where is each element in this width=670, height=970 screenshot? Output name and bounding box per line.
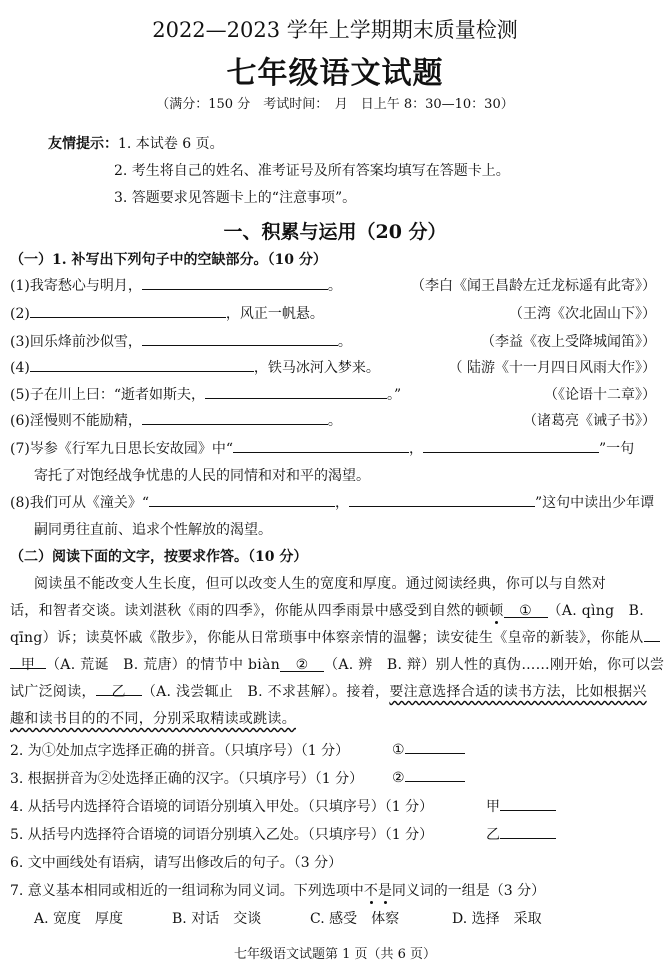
emphasized-char: 是 [377,883,392,899]
reading-paragraph-line [10,681,647,701]
fill-line-7 [10,438,634,458]
marker-text: 甲 [486,799,500,815]
option-c[interactable]: C. 感受 体察 [310,911,400,927]
line-suffix: 。 [327,413,342,429]
line-source: （李益《夜上受降城闻笛》） [481,334,656,350]
comma: ， [409,441,423,457]
line-prefix: (7)岑参《行军九日思长安故园》中“ [10,441,233,457]
answer-blank[interactable] [30,303,226,318]
line-prefix: (8)我们可从《潼关》“ [10,495,149,511]
underlined-sentence: 趣和读书目的的不同，分别采取精读或跳读。 [10,711,296,727]
text: qīng）诉；读莫怀戚《散步》，你能从日常琐事中体察亲情的温馨；读安徒生《皇帝的新装》，你能从 [10,630,644,646]
line-suffix: ，风正一帆悬。 [225,306,324,322]
answer-blank[interactable] [149,492,335,507]
dotted-char: 顿 [489,603,504,619]
line-prefix: (2) [10,306,30,322]
reading-paragraph-line: 阅读虽不能改变人生长度，但可以改变人生的宽度和厚度。通过阅读经典，你可以与自然对 [34,576,606,592]
line-source: （李白《闻王昌龄左迁龙标遥有此寄》） [411,278,656,294]
part2-heading: （二）阅读下面的文字，按要求作答。（10 分） [10,549,308,565]
fill-line-8-cont: 嗣同勇往直前、追求个性解放的渴望。 [34,522,272,538]
marker-text: 乙 [486,827,500,843]
answer-field-q4[interactable] [486,796,556,816]
line-suffix: ”这句中读出少年谭 [535,495,655,511]
answer-blank[interactable] [349,492,535,507]
comma: ， [335,495,349,511]
blank-marker [10,654,46,673]
line-source: （ 陆游《十一月四日风雨大作》） [448,360,656,376]
fill-line-2 [10,303,324,323]
line-suffix: 。” [387,387,402,403]
answer-blank[interactable] [405,740,465,754]
question-6: 6. 文中画线处有语病，请写出修改后的句子。（3 分） [10,855,343,871]
reading-paragraph-line [10,654,664,674]
marker-text: ② [392,770,405,786]
text: 7. 意义基本相同或相近的一组词称为同义词。下列选项中 [10,883,364,899]
reading-paragraph-line [10,627,660,647]
line-prefix: (1)我寄愁心与明月， [10,278,142,294]
fill-line-7-cont: 寄托了对饱经战争忧患的人民的同情和对和平的渴望。 [34,468,370,484]
answer-field-q5[interactable] [486,824,556,844]
fill-line-5 [10,384,401,404]
reading-paragraph-line [10,600,644,620]
line-suffix: 。 [337,334,352,350]
line-prefix: (5)子在川上曰：“逝者如斯夫， [10,387,205,403]
tip-item: 1. 本试卷 6 页。 [118,136,224,152]
fill-line-8 [10,492,654,512]
question-4: 4. 从括号内选择符合语境的词语分别填入甲处。（只填序号）（1 分） [10,799,434,815]
answer-blank[interactable] [405,768,465,782]
line-prefix: (3)回乐烽前沙似雪， [10,334,142,350]
blank-marker [280,657,324,672]
answer-blank[interactable] [423,438,599,453]
fill-line-4 [10,357,380,377]
underlined-sentence: 要注意选择合适的读书方法，比如根据兴 [389,684,647,700]
answer-blank[interactable] [142,331,338,346]
line-source: （诸葛亮《诫子书》） [523,413,656,429]
tip-item: 2. 考生将自己的姓名、准考证号及所有答案均填写在答题卡上。 [114,163,510,179]
section-title: 一、积累与运用（20 分） [223,221,447,243]
blank-marker [504,603,548,618]
line-source: （《论语十二章》） [544,387,656,403]
option-d[interactable]: D. 选择 采取 [452,911,542,927]
marker-text: 甲 [20,657,36,673]
exam-subject-title: 七年级语文试题 [226,56,444,91]
answer-blank[interactable] [233,438,409,453]
text: 试广泛阅读， [10,684,96,700]
question-2: 2. 为①处加点字选择正确的拼音。（只填序号）（1 分） [10,743,350,759]
text: （A. 荒诞 B. 荒唐）的情节中 biàn [46,657,281,673]
marker-text: ① [392,742,405,758]
text: 话，和智者交谈。读刘湛秋《雨的四季》，你能从四季雨景中感受到自然的顿 [10,603,490,619]
answer-blank[interactable] [30,357,254,372]
answer-field-q3[interactable] [392,768,465,786]
answer-blank[interactable] [500,825,556,839]
tip-item: 3. 答题要求见答题卡上的“注意事项”。 [114,190,357,206]
marker-text: 乙 [111,684,126,700]
fill-line-1 [10,275,342,295]
option-a[interactable]: A. 宽度 厚度 [34,911,124,927]
answer-blank[interactable] [500,797,556,811]
option-b[interactable]: B. 对话 交谈 [172,911,262,927]
answer-blank[interactable] [142,410,328,425]
text: 同义词的一组是（3 分） [391,883,546,899]
line-prefix: (4) [10,360,30,376]
question-3: 3. 根据拼音为②处选择正确的汉字。（只填序号）（1 分） [10,771,364,787]
reading-paragraph-line [10,708,296,728]
fill-line-6 [10,410,342,430]
fill-line-3 [10,331,352,351]
line-suffix: ，铁马冰河入梦来。 [253,360,380,376]
part1-heading: （一）1. 补写出下列句子中的空缺部分。（10 分） [10,252,327,268]
answer-blank[interactable] [142,275,328,290]
blank-marker [644,627,660,642]
exam-info: （满分：150 分 考试时间： 月 日上午 8：30—10：30） [156,97,514,112]
line-prefix: (6)淫慢则不能励精， [10,413,142,429]
emphasized-char: 不 [363,883,378,899]
text: （A. 辨 B. 辩）别人性的真伪……刚开始，你可以尝 [324,657,665,673]
line-suffix: ”一句 [599,441,635,457]
question-7 [10,880,545,900]
answer-field-q2[interactable] [392,740,465,758]
tips-line-1 [48,133,224,153]
text: （A. qìng B. [547,603,644,619]
exam-title: 2022—2023 学年上学期期末质量检测 [152,18,518,42]
text: （A. 浅尝辄止 B. 不求甚解）。接着， [141,684,390,700]
blank-marker [96,681,142,700]
marker-text: ② [295,657,309,673]
question-5: 5. 从括号内选择符合语境的词语分别填入乙处。（只填序号）（1 分） [10,827,434,843]
answer-blank[interactable] [205,384,387,399]
tips-label: 友情提示： [48,136,118,152]
page-footer: 七年级语文试题第 1 页（共 6 页） [233,947,437,962]
marker-text: ① [519,603,532,619]
line-source: （王湾《次北固山下》） [509,306,656,322]
line-suffix: 。 [327,278,342,294]
